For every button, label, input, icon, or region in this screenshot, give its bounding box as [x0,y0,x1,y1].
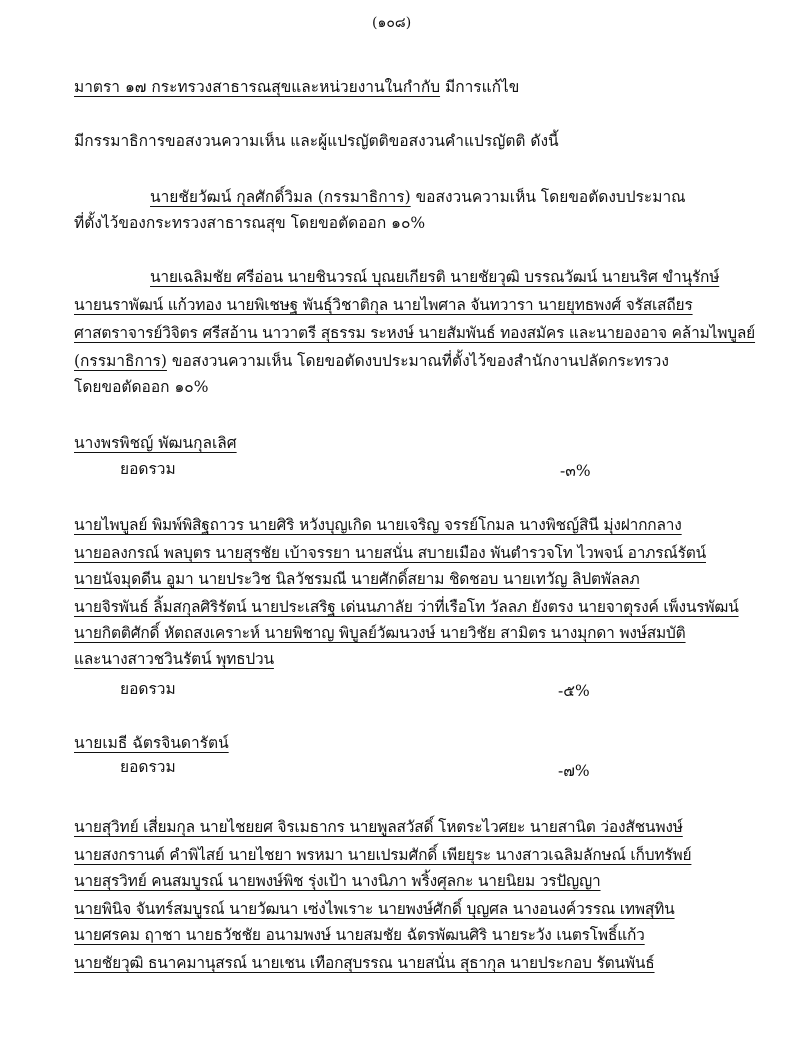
section-heading-rest: มีการแก้ไข [440,78,520,96]
reservation-1-line-1 [150,186,686,208]
group-2-name-line: นายอลงกรณ์ พลบุตร นายสุรชัย เบ้าจรรยา นายสนั่น สบายเมือง พันตำรวจโท ไวพจน์ อาภรณ์รัตน์ [74,544,706,562]
group-3-total-value: -๗% [558,762,590,780]
group-3-total-label: ยอดรวม [120,758,176,776]
group-4-name-line: นายสุรวิทย์ คนสมบูรณ์ นายพงษ์พิช รุ่งเป้า นางนิภา พริ้งศุลกะ นายนิยม วรปัญญา [74,872,601,890]
reservation-1-name: นายชัยวัฒน์ กุลศักดิ์วิมล (กรรมาธิการ) [150,188,411,206]
reservation-1-text: ขอสงวนความเห็น โดยขอตัดงบประมาณ [410,188,686,206]
reservation-2-name-line: นายเฉลิมชัย ศรีอ่อน นายชินวรณ์ บุณยเกียรติ นายชัยวุฒิ บรรณวัฒน์ นายนริศ ขำนุรักษ์ [150,268,720,286]
reservation-2-name-line: ศาสตราจารย์วิจิตร ศรีสอ้าน นาวาตรี สุธรรม ระหงษ์ นายสัมพันธ์ ทองสมัคร และนายองอาจ คล้ามไพบูลย์ [74,324,756,342]
reservation-2-line-5: โดยขอตัดออก ๑๐% [74,378,209,396]
reservation-1-line-2: ที่ตั้งไว้ของกระทรวงสาธารณสุข โดยขอตัดออก ๑๐% [74,214,426,232]
reservation-2-last-name: (กรรมาธิการ) [74,352,167,370]
group-2-name-line: นายนัจมุดดีน อูมา นายประวิช นิลวัชรมณี นายศักดิ์สยาม ชิดชอบ นายเทวัญ ลิปตพัลลภ [74,570,640,588]
reservation-2-text: ขอสงวนความเห็น โดยขอตัดงบประมาณที่ตั้งไว้ของสำนักงานปลัดกระทรวง [166,352,669,370]
group-4-name-line: นายสงกรานต์ คำพิไสย์ นายไชยา พรหมา นายเปรมศักดิ์ เพียยุระ นางสาวเฉลิมลักษณ์ เก็บทรัพย์ [74,846,692,864]
page-number: (๑๐๘) [372,15,412,31]
group-2-total-label: ยอดรวม [120,680,176,698]
reservation-2-name-line: นายนราพัฒน์ แก้วทอง นายพิเชษฐ พันธุ์วิชาติกุล นายไพศาล จันทวารา นายยุทธพงศ์ จรัสเสถียร [74,296,693,314]
group-2-name-line: นายกิตติศักดิ์ หัตถสงเคราะห์ นายพิชาญ พิบูลย์วัฒนวงษ์ นายวิชัย สามิตร นางมุกดา พงษ์สมบัติ [74,624,686,642]
group-4-name-line: นายชัยวุฒิ ธนาคมานุสรณ์ นายเชน เทือกสุบรรณ นายสนั่น สุธากุล นายประกอบ รัตนพันธ์ [74,954,655,972]
group-2-total-value: -๕% [558,682,590,700]
group-2-name-line: นายจิรพันธ์ ลิ้มสกุลศิริรัตน์ นายประเสริฐ เด่นนภาลัย ว่าที่เรือโท วัลลภ ยังตรง นายจาตุรงค์ เพ็งนรพัฒน์ [74,598,739,616]
group-4-name-line: นายพินิจ จันทร์สมบูรณ์ นายวัฒนา เซ่งไพเราะ นายพงษ์ศักดิ์ บุญศล นางอนงค์วรรณ เทพสุทิน [74,900,675,918]
group-3-name: นายเมธี ฉัตรจินดารัตน์ [74,734,229,752]
group-1-total-value: -๓% [560,462,591,480]
section-heading-underlined: มาตรา ๑๗ กระทรวงสาธารณสุขและหน่วยงานในกำกับ [74,78,441,96]
group-4-name-line: นายสุวิทย์ เสี่ยมกุล นายไชยยศ จิรเมธากร นายพูลสวัสดิ์ โหตระไวศยะ นายสานิต ว่องสัชนพงษ์ [74,818,683,836]
group-2-name-line: และนางสาวชวินรัตน์ พุทธปวน [74,650,274,668]
reservation-2-line-4 [74,350,669,372]
group-1-total-label: ยอดรวม [120,460,176,478]
group-1-name: นางพรพิชญ์ พัฒนกุลเลิศ [74,434,237,452]
section-heading [74,76,519,98]
intro-paragraph: มีกรรมาธิการขอสงวนความเห็น และผู้แปรญัตติขอสงวนคำแปรญัตติ ดังนี้ [74,132,559,150]
group-2-name-line: นายไพบูลย์ พิมพ์พิสิฐถาวร นายศิริ หวังบุญเกิด นายเจริญ จรรย์โกมล นางพิชญ์สินี มุ่งฝากกลาง [74,516,682,534]
group-4-name-line: นายศรคม ฤาชา นายธวัชชัย อนามพงษ์ นายสมชัย ฉัตรพัฒนศิริ นายระวัง เนตรโพธิ์แก้ว [74,926,645,944]
